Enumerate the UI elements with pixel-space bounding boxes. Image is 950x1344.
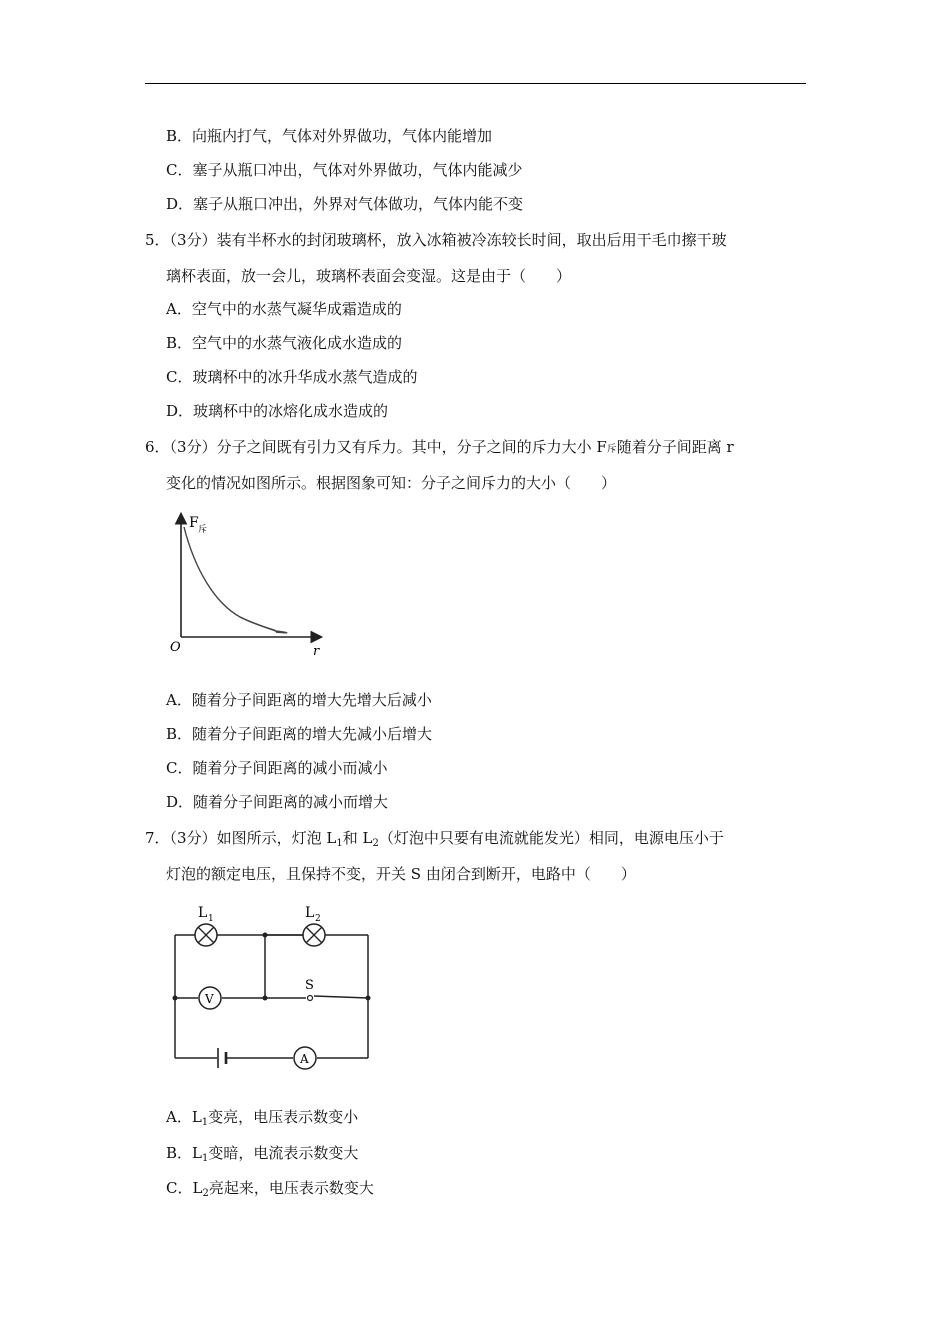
- switch-label: S: [305, 978, 314, 993]
- ammeter-label: A: [300, 1052, 309, 1066]
- q7-option-b-prefix: B．L: [166, 1144, 202, 1162]
- q5-option-c[interactable]: C．玻璃杯中的冰升华成水蒸气造成的: [166, 368, 418, 386]
- q5-stem-line1: 5．（3分）装有半杯水的封闭玻璃杯，放入冰箱被冷冻较长时间，取出后用干毛巾擦干玻: [145, 231, 727, 249]
- q6-stem-subscript: 斥: [606, 444, 617, 455]
- q6-stem-text-a: 6．（3分）分子之间既有引力又有斥力。其中，分子之间的斥力大小 F: [145, 438, 607, 456]
- force-curve: [184, 527, 287, 633]
- q6-stem-line2: 变化的情况如图所示。根据图象可知：分子之间斥力的大小（ ）: [166, 474, 617, 492]
- x-axis-label: r: [313, 644, 320, 659]
- q4-option-b[interactable]: B．向瓶内打气，气体对外界做功，气体内能增加: [166, 127, 493, 145]
- lamp-l2: [303, 924, 325, 946]
- q6-option-b[interactable]: B．随着分子间距离的增大先减小后增大: [166, 725, 433, 743]
- switch-s: [308, 996, 313, 1001]
- q7-stem-text-a: 7．（3分）如图所示，灯泡 L: [145, 829, 337, 847]
- q7-stem-sub-2: 2: [372, 838, 379, 849]
- q7-option-b[interactable]: [166, 1143, 358, 1163]
- q7-stem-line2: 灯泡的额定电压，且保持不变，开关 S 由闭合到断开，电路中（ ）: [166, 865, 636, 883]
- q6-option-c[interactable]: C．随着分子间距离的减小而减小: [166, 759, 388, 777]
- q5-option-b[interactable]: B．空气中的水蒸气液化成水造成的: [166, 334, 403, 352]
- q7-option-a-text: 变亮，电压表示数变小: [208, 1108, 359, 1126]
- q5-option-d[interactable]: D．玻璃杯中的冰熔化成水造成的: [166, 402, 389, 420]
- repulsion-force-graph: [160, 505, 330, 660]
- voltmeter-label: V: [205, 992, 214, 1006]
- q6-stem-text-b: 随着分子间距离 r: [616, 438, 734, 456]
- q7-stem-text-b: 和 L: [342, 829, 373, 847]
- q7-stem-sub-1: 1: [336, 838, 343, 849]
- y-axis-label-subscript: 斥: [198, 525, 208, 535]
- q7-option-a-sub: 1: [201, 1117, 209, 1128]
- q7-option-a[interactable]: [166, 1107, 358, 1127]
- q6-option-a[interactable]: A．随着分子间距离的增大先增大后减小: [166, 691, 432, 709]
- origin-label: O: [170, 640, 181, 655]
- y-axis-label: F: [189, 515, 199, 531]
- q6-option-d[interactable]: D．随着分子间距离的减小而增大: [166, 793, 389, 811]
- lamp-l1-subscript: 1: [208, 914, 214, 924]
- header-rule: [145, 83, 806, 84]
- q4-option-c[interactable]: C．塞子从瓶口冲出，气体对外界做功，气体内能减少: [166, 161, 523, 179]
- q6-stem-line1: [145, 437, 734, 460]
- q7-option-a-prefix: A．L: [166, 1108, 202, 1126]
- q7-option-c-prefix: C．L: [166, 1179, 203, 1197]
- circuit-diagram: [165, 895, 380, 1080]
- q7-option-c[interactable]: [166, 1178, 374, 1198]
- q7-option-c-text: 亮起来，电压表示数变大: [208, 1179, 374, 1197]
- lamp-l2-subscript: 2: [315, 914, 321, 924]
- lamp-l1-label: L: [198, 905, 208, 921]
- q5-stem-line2: 璃杯表面，放一会儿，玻璃杯表面会变湿。这是由于（ ）: [166, 267, 572, 285]
- q7-option-b-text: 变暗，电流表示数变大: [208, 1144, 359, 1162]
- q7-stem-text-c: （灯泡中只要有电流就能发光）相同，电源电压小于: [378, 829, 724, 847]
- q7-option-c-sub: 2: [202, 1188, 209, 1199]
- q7-option-b-sub: 1: [201, 1153, 209, 1164]
- q5-option-a[interactable]: A．空气中的水蒸气凝华成霜造成的: [166, 300, 402, 318]
- lamp-l1: [195, 924, 217, 946]
- lamp-l2-label: L: [305, 905, 315, 921]
- battery: [218, 1048, 226, 1068]
- q4-option-d[interactable]: D．塞子从瓶口冲出，外界对气体做功，气体内能不变: [166, 195, 524, 213]
- q7-stem-line1: [145, 828, 724, 848]
- force-curve-tail: [240, 617, 277, 632]
